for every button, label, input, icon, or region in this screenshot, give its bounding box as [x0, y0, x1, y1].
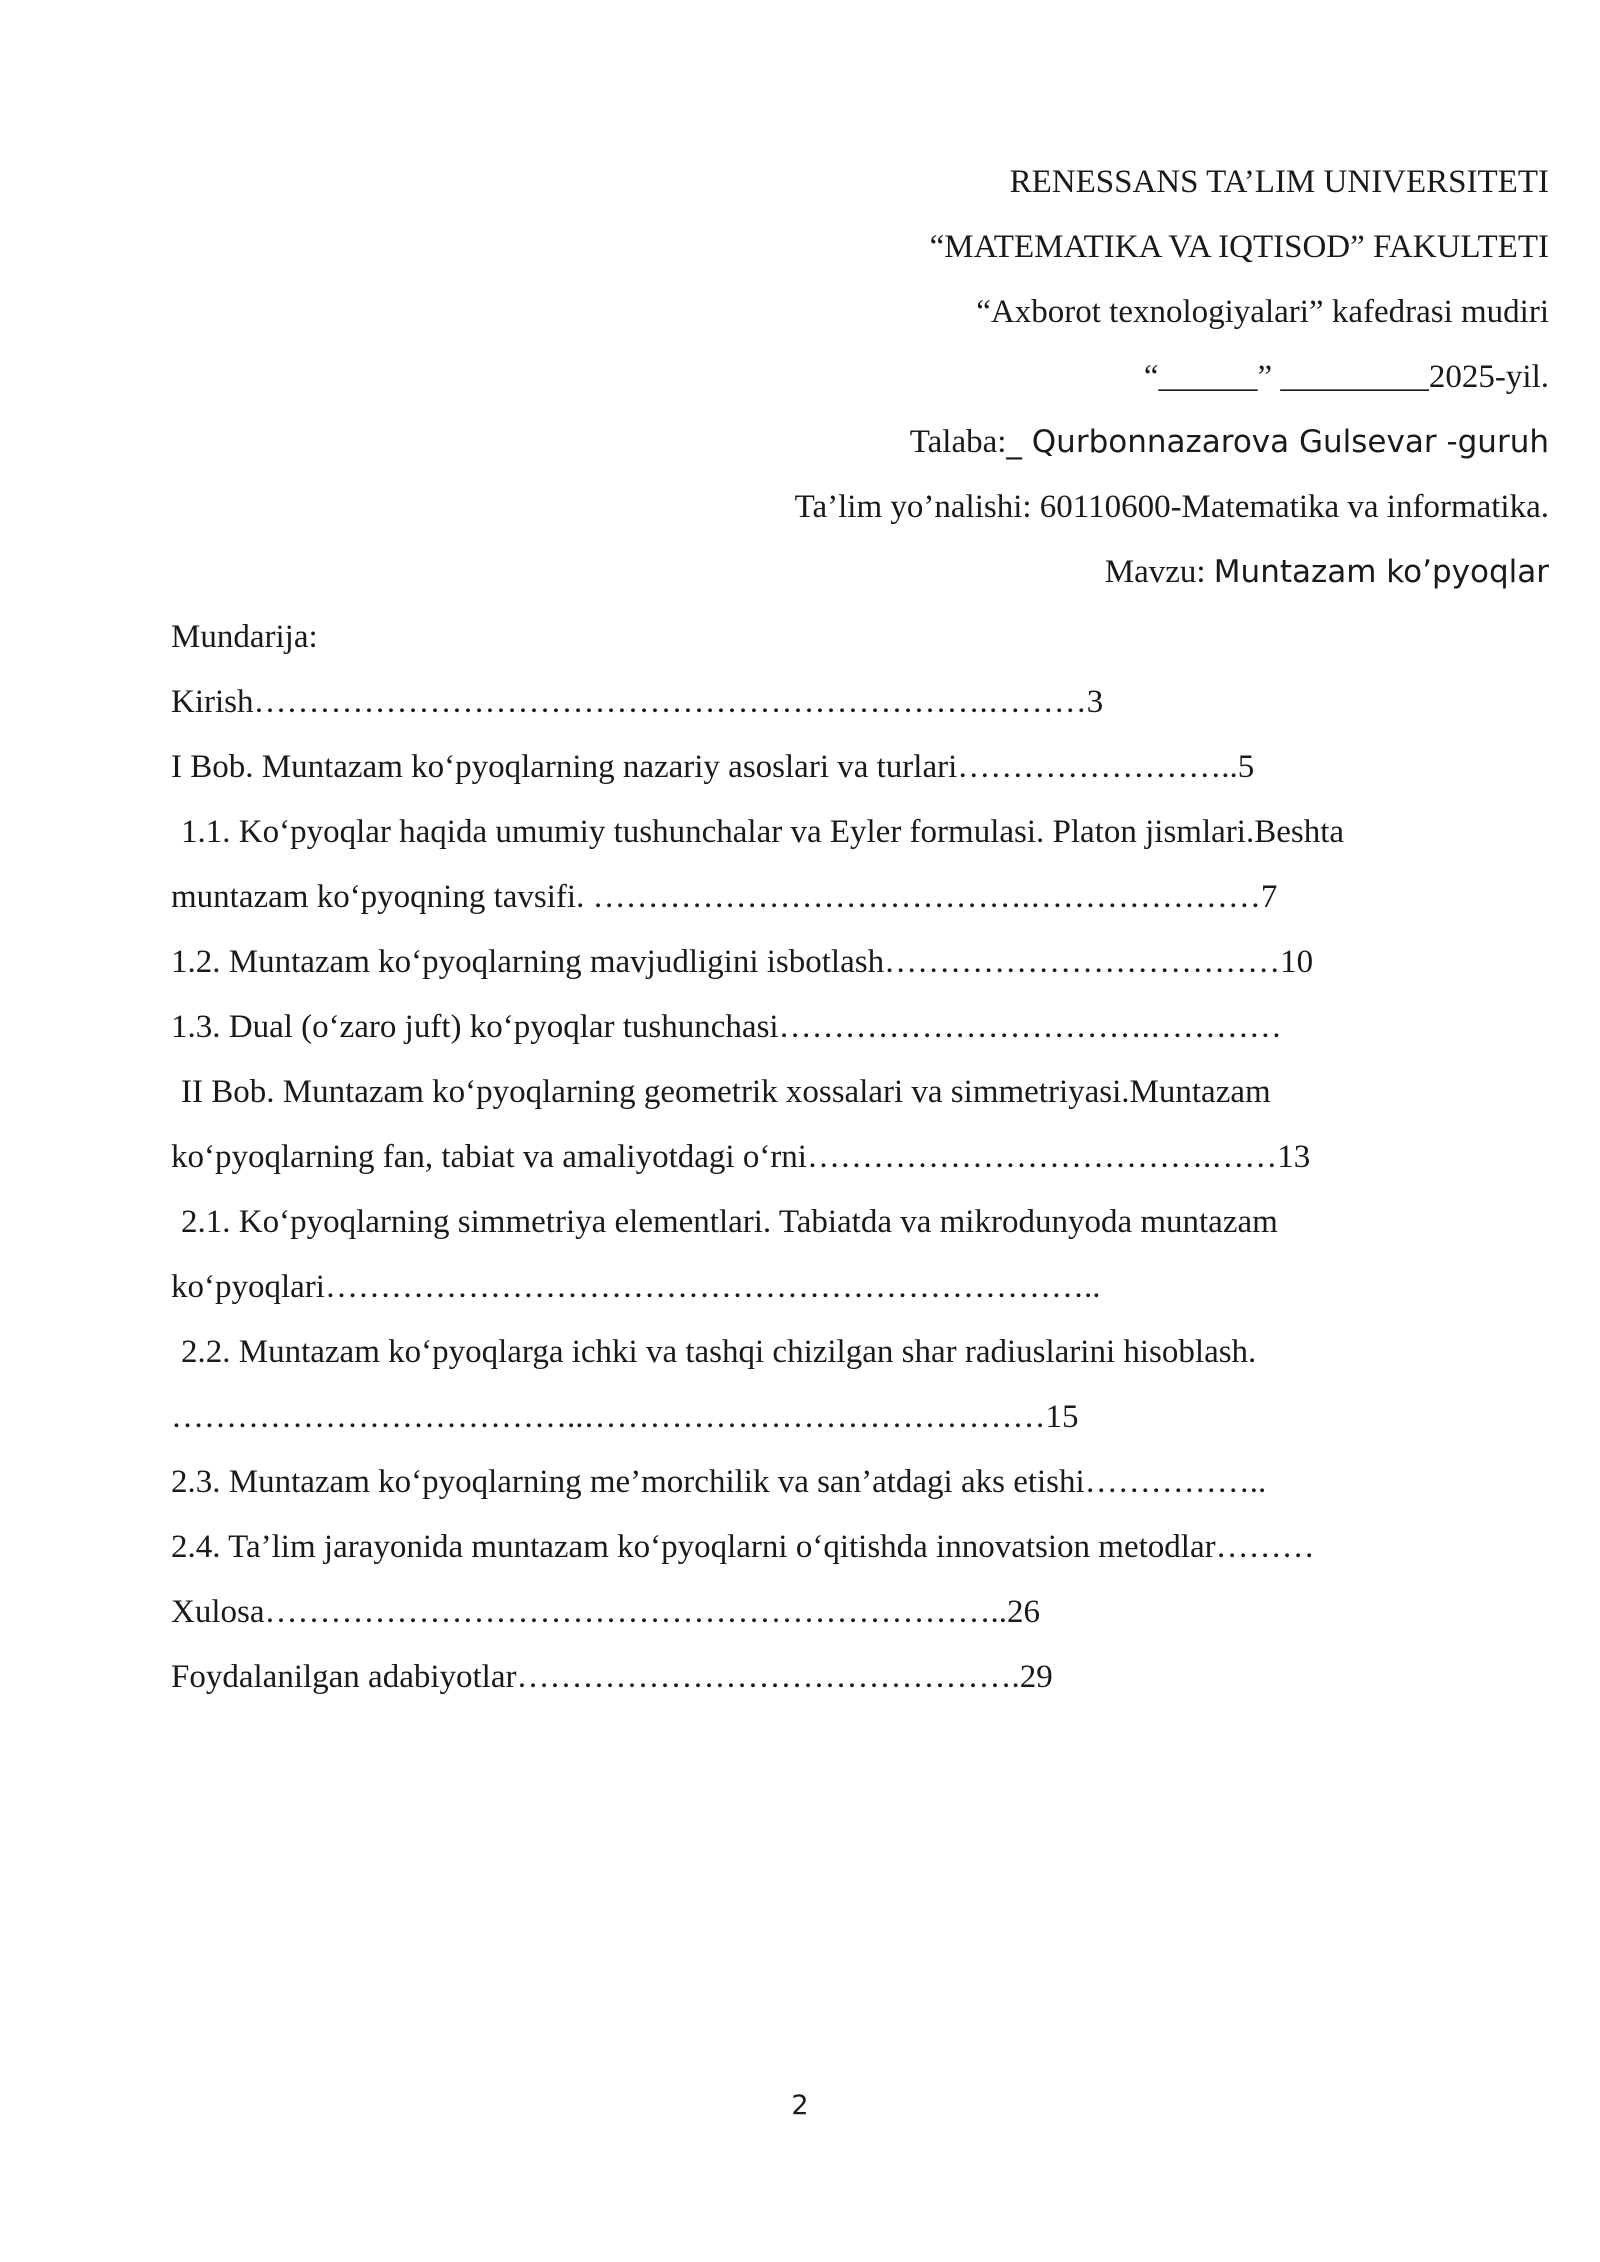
department-head: “Axborot texnologiyalari” kafedrasi mudiri — [976, 294, 1549, 330]
topic-line — [549, 540, 1549, 605]
toc-entry: 2.4. Ta’lim jarayonida muntazam ko‘pyoqlarni o‘qitishda innovatsion metodlar……… — [171, 1529, 1315, 1565]
toc-entry: ………………………………..……………………………………15 — [171, 1399, 1079, 1435]
date-line: “______” _________2025-yil. — [1143, 359, 1549, 395]
toc-entry: Kirish………………………………………………………….………3 — [171, 684, 1104, 720]
student-value: _ Qurbonnazarova Gulsevar -guruh — [1006, 424, 1549, 460]
toc-entry: 1.1. Ko‘pyoqlar haqida umumiy tushunchalar va Eyler formulasi. Platon jismlari.Beshta — [181, 814, 1345, 850]
toc-entry: muntazam ko‘pyoqning tavsifi. ………………………………….…………………7 — [171, 879, 1278, 915]
student-label: Talaba: — [909, 424, 1007, 460]
toc-entry: Xulosa…………………………………………………………..26 — [171, 1594, 1040, 1630]
toc-entry: 1.3. Dual (o‘zaro juft) ko‘pyoqlar tushunchasi…………………………….………… — [171, 1009, 1282, 1045]
toc-entry: ko‘pyoqlari…………………………………………………………….. — [171, 1269, 1101, 1305]
toc-title: Mundarija: — [171, 619, 318, 655]
topic-label: Mavzu: — [1104, 554, 1214, 590]
toc-entry: I Bob. Muntazam ko‘pyoqlarning nazariy asoslari va turlari……………………..5 — [171, 749, 1255, 785]
table-of-contents — [171, 605, 1561, 1710]
toc-entry: 2.2. Muntazam ko‘pyoqlarga ichki va tashqi chizilgan shar radiuslarini hisoblash. — [181, 1334, 1257, 1370]
toc-entry: 1.2. Muntazam ko‘pyoqlarning mavjudligini isbotlash………………………………10 — [171, 944, 1314, 980]
topic-value: Muntazam ko’pyoqlar — [1213, 554, 1549, 590]
direction-line: Ta’lim yo’nalishi: 60110600-Matematika va informatika. — [794, 489, 1549, 525]
faculty-name: “MATEMATIKA VA IQTISOD” FAKULTETI — [929, 229, 1549, 265]
university-name: RENESSANS TA’LIM UNIVERSITETI — [1009, 164, 1549, 200]
student-line — [549, 410, 1549, 475]
toc-entry: Foydalanilgan adabiyotlar……………………………………….29 — [171, 1659, 1053, 1695]
page-number: 2 — [791, 2090, 809, 2121]
toc-entry: 2.1. Ko‘pyoqlarning simmetriya elementlari. Tabiatda va mikrodunyoda muntazam — [181, 1204, 1278, 1240]
toc-entry: II Bob. Muntazam ko‘pyoqlarning geometrik xossalari va simmetriyasi.Muntazam — [181, 1074, 1271, 1110]
toc-entry: ko‘pyoqlarning fan, tabiat va amaliyotdagi o‘rni……………………………….……13 — [171, 1139, 1311, 1175]
title-block — [549, 150, 1549, 605]
toc-entry: 2.3. Muntazam ko‘pyoqlarning me’morchilik va san’atdagi aks etishi…………….. — [171, 1464, 1267, 1500]
